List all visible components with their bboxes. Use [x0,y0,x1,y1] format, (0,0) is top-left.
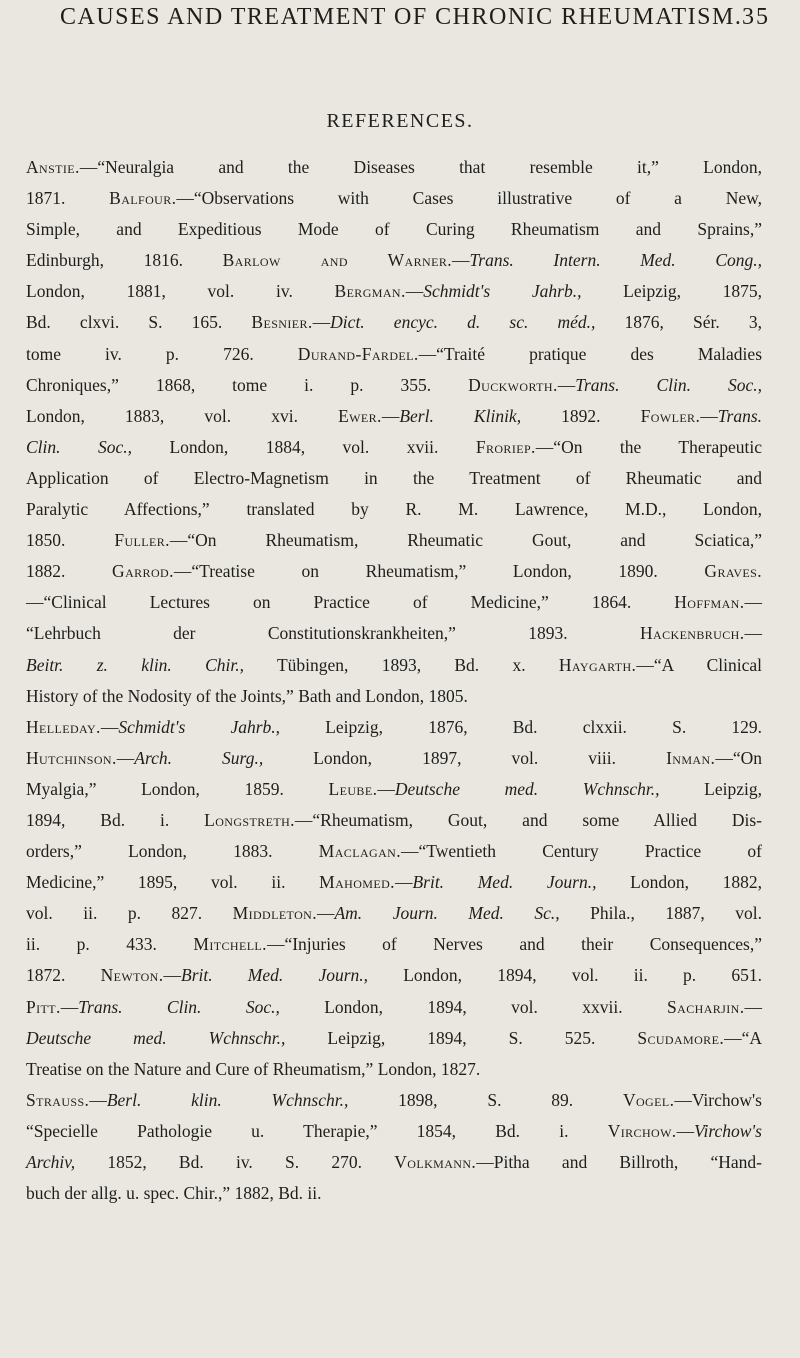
reference-line [26,1116,762,1147]
reference-text: “Specielle Pathologie u. Therapie,” 1854, Bd. i. [26,1120,608,1141]
author-name: Garrod. [112,561,174,582]
journal-title: Trans. Clin. Soc., [78,996,280,1017]
reference-line [26,929,762,960]
reference-text: London, 1894, vol. xxvii. [279,996,668,1017]
reference-text: tome iv. p. 726. [26,343,298,364]
reference-text: Tübingen, 1893, Bd. x. [244,654,559,675]
reference-text: — [676,1120,695,1141]
reference-text: 1852, Bd. iv. S. 270. [75,1152,395,1172]
reference-text: Medicine,” 1895, vol. ii. [26,872,320,893]
reference-text: ii. p. 433. [26,934,194,955]
author-name: Newton. [100,965,164,986]
reference-text: — [60,996,79,1017]
page-number: 35 [742,4,770,30]
journal-title: Trans. Intern. Med. Cong., [469,250,762,271]
reference-text: 1876, Sér. 3, [595,312,762,333]
reference-text: — [405,281,424,302]
reference-line [26,463,762,494]
reference-text: —“Injuries of Nerves and their Consequences,” [266,934,762,955]
reference-line [26,1085,762,1116]
reference-line [26,960,762,991]
journal-title: Arch. Surg., [134,747,264,768]
reference-line [26,339,762,370]
journal-title: Trans. Clin. Soc., [575,374,762,395]
author-name: Ewer. [338,405,382,426]
reference-line [26,1023,762,1054]
reference-text: Leipzig, 1894, S. 525. [285,1027,638,1048]
reference-line [26,898,762,929]
reference-text: —“On [715,747,762,768]
reference-line [26,370,762,401]
reference-text: —“Observations with Cases illustrative of a New, [176,188,762,209]
author-name: Bergman. [334,281,406,302]
reference-text: —“A Clinical [636,654,762,675]
reference-text: 1892. [521,405,641,426]
reference-text: — [163,965,181,986]
reference-text: London, 1881, vol. iv. [26,281,335,302]
journal-title: Berl. klin. Wchnschr., [106,1089,349,1110]
author-name: Graves. [704,561,763,582]
reference-text: Bd. clxvi. S. 165. [26,312,252,333]
reference-text: —“Treatise on Rheumatism,” London, 1890. [173,561,705,582]
reference-text: — [381,405,400,426]
reference-text: —“Rheumatism, Gout, and some Allied Dis- [294,809,762,830]
reference-text: — [452,250,470,271]
reference-text: Simple, and Expeditious Mode of Curing Rheumatism and Sprains,” [26,219,762,240]
journal-title: Schmidt's Jahrb., [118,716,281,737]
reference-text: —“Clinical Lectures on Practice of Medicine,” 1864. [26,592,675,613]
reference-line [26,1178,762,1209]
author-name: Mahomed. [319,872,395,893]
author-name: Barlow and Warner. [222,250,453,271]
author-name: Hoffman. [674,592,745,613]
section-title: REFERENCES. [326,110,474,132]
reference-text: orders,” London, 1883. [26,841,319,862]
author-name: Besnier. [251,312,313,333]
reference-line [26,650,762,681]
reference-text: History of the Nodosity of the Joints,” Bath and London, 1805. [26,685,468,706]
author-name: Mitchell. [193,934,267,955]
reference-text: 1898, S. 89. [348,1089,623,1110]
journal-title: Archiv, [26,1152,76,1172]
author-name: Fowler. [640,405,701,426]
reference-text: —“Twentieth Century Practice of [400,841,762,862]
author-name: Maclagan. [318,841,401,862]
reference-line [26,587,762,618]
reference-line [26,525,762,556]
reference-text: Leipzig, [659,778,763,799]
reference-line [26,494,762,525]
author-name: Volkmann. [394,1152,477,1172]
reference-line [26,618,762,649]
journal-title: Berl. Klinik, [399,405,522,426]
reference-text: 1871. [26,188,110,209]
journal-title: Am. Journ. Med. Sc., [334,903,560,924]
reference-text: “Lehrbuch der Constitutionskrankheiten,” 1893. [26,623,640,644]
journal-title: Deutsche med. Wchnschr., [26,1027,286,1048]
author-name: Longstreth. [204,809,295,830]
reference-text: — [100,716,119,737]
reference-text: Treatise on the Nature and Cure of Rheumatism,” London, 1827. [26,1058,481,1079]
author-name: Inman. [666,747,716,768]
reference-text: 1882. [26,561,113,582]
author-name: Sacharjin. [667,996,745,1017]
journal-title: Brit. Med. Journ., [412,872,597,893]
reference-text: — [116,747,135,768]
reference-text: London, 1883, vol. xvi. [26,405,339,426]
running-title: CAUSES AND TREATMENT OF CHRONIC RHEUMATISM. [60,4,743,30]
reference-line [26,1147,762,1178]
journal-title: Clin. Soc., [26,436,132,457]
reference-line [26,152,762,183]
reference-text: —“On the Therapeutic [535,436,762,457]
reference-line [26,432,762,463]
author-name: Helleday. [26,716,101,737]
reference-line [26,245,762,276]
reference-text: Edinburgh, 1816. [26,250,223,271]
reference-text: — [557,374,576,395]
author-name: Hackenbruch. [640,623,745,644]
reference-line [26,1054,762,1085]
reference-text: — [316,903,335,924]
author-name: Hutchinson. [26,747,117,768]
reference-text: Leipzig, 1876, Bd. clxxii. S. 129. [280,716,762,737]
reference-text: Leipzig, 1875, [581,281,763,302]
reference-line [26,307,762,338]
reference-text: Chroniques,” 1868, tome i. p. 355. [26,374,469,395]
author-name: Froriep. [475,436,536,457]
reference-line [26,805,762,836]
reference-line [26,681,762,712]
author-name: Haygarth. [558,654,637,675]
reference-line [26,183,762,214]
reference-line [26,743,762,774]
reference-text: London, 1894, vol. ii. p. 651. [368,965,762,986]
reference-text: buch der allg. u. spec. Chir.,” 1882, Bd. ii. [26,1183,322,1204]
reference-text: Application of Electro-Magnetism in the Treatment of Rheumatic and [26,467,762,488]
author-name: Scudamore. [637,1027,725,1048]
reference-text: —Virchow's [674,1089,762,1110]
author-name: Balfour. [109,188,177,209]
reference-line [26,992,762,1023]
author-name: Leube. [328,778,378,799]
journal-title: Brit. Med. Journ., [181,965,369,986]
journal-title: Beitr. z. klin. Chir., [26,654,244,675]
author-name: Anstie. [26,157,80,177]
reference-text: London, 1882, [596,872,762,893]
reference-text: 1894, Bd. i. [26,809,205,830]
reference-text: 1850. [26,530,115,551]
reference-text: Phila., 1887, vol. [559,903,762,924]
reference-text: — [312,312,331,333]
reference-text: Paralytic Affections,” translated by R. M. Lawrence, M.D., London, [26,499,762,520]
journal-title: Trans. [717,405,763,426]
reference-text: — [744,623,762,644]
reference-text: —“Neuralgia and the Diseases that resemble it,” London, [79,157,762,177]
reference-line [26,836,762,867]
reference-text: London, 1884, vol. xvii. [132,436,476,457]
author-name: Duckworth. [468,374,558,395]
reference-line [26,276,762,307]
reference-text: —Pitha and Billroth, “Hand- [476,1152,762,1172]
author-name: Vogel. [622,1089,675,1110]
reference-text: vol. ii. p. 827. [26,903,233,924]
reference-line [26,401,762,432]
reference-text: —“A [724,1027,762,1048]
reference-text: 1872. [26,965,101,986]
reference-text: —“On Rheumatism, Rheumatic Gout, and Sciatica,” [169,530,763,551]
author-name: Middleton. [232,903,317,924]
reference-text: — [744,996,762,1017]
reference-text: — [89,1089,107,1110]
author-name: Virchow. [607,1120,677,1141]
author-name: Strauss. [26,1089,90,1110]
references-text [26,152,762,1209]
author-name: Durand-Fardel. [297,343,419,364]
reference-line [26,712,762,743]
reference-text: —“Traité pratique des Maladies [418,343,762,364]
journal-title: Deutsche med. Wchnschr., [394,778,660,799]
reference-text: — [394,872,413,893]
author-name: Pitt. [26,996,61,1017]
reference-text: — [744,592,762,613]
journal-title: Dict. encyc. d. sc. méd., [330,312,596,333]
reference-line [26,556,762,587]
journal-title: Schmidt's Jahrb., [423,281,582,302]
reference-line [26,867,762,898]
reference-text: — [700,405,718,426]
author-name: Fuller. [114,530,170,551]
reference-text: Myalgia,” London, 1859. [26,778,329,799]
reference-text: — [377,778,395,799]
journal-title: Virchow's [694,1120,762,1141]
reference-text: London, 1897, vol. viii. [263,747,667,768]
reference-line [26,774,762,805]
reference-line [26,214,762,245]
